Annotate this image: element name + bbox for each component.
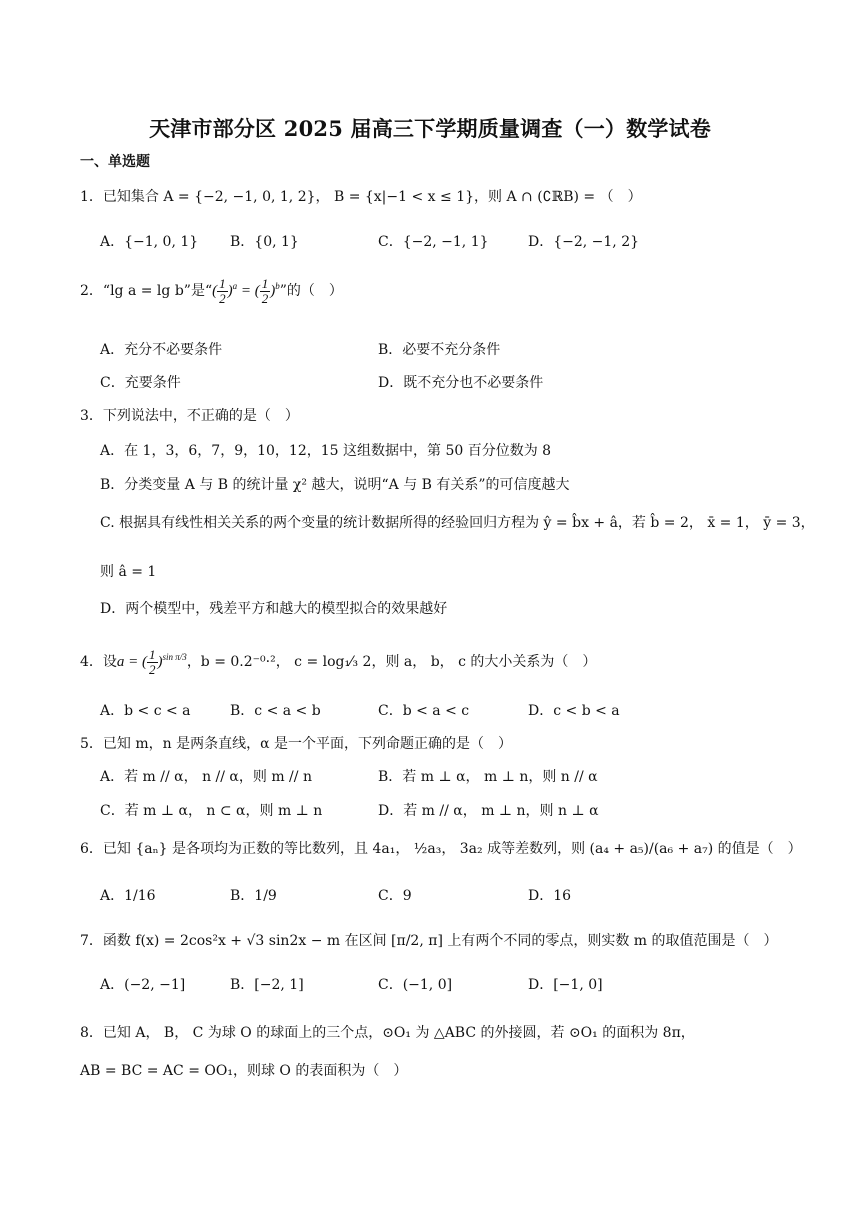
question-5-option-b: B．若 m ⊥ α， m ⊥ n，则 n // α — [378, 769, 598, 785]
question-4-option-d: D．c < b < a — [528, 703, 620, 719]
question-4-stem — [80, 648, 596, 677]
question-6-option-d: D．16 — [528, 888, 572, 904]
question-7-option-a: A．(−2, −1] — [100, 977, 186, 993]
question-6-option-c: C．9 — [378, 888, 412, 904]
question-3-option-b: B．分类变量 A 与 B 的统计量 χ² 越大，说明“A 与 B 有关系”的可信度越大 — [100, 477, 570, 493]
question-3-option-c-line2: 则 â = 1 — [100, 564, 157, 580]
question-6-stem: 6．已知 {aₙ} 是各项均为正数的等比数列，且 4a₁， ½a₃， 3a₂ 成等差数列，则 (a₄ + a₅)/(a₆ + a₇) 的值是（ ） — [80, 841, 802, 857]
question-5-option-a: A．若 m // α， n // α，则 m // n — [100, 769, 312, 785]
question-4-option-b: B．c < a < b — [230, 703, 321, 719]
question-1-option-b: B．{0, 1} — [230, 234, 299, 250]
question-2-option-d: D．既不充分也不必要条件 — [378, 375, 544, 391]
question-4-formula-a: a = ( $\frac{1}{2}$ )$^{sin \pi/3}$ — [116, 647, 187, 677]
question-2-prefix: 2．“lg a = lg b”是“ — [80, 282, 213, 299]
question-4-option-a: A．b < c < a — [100, 703, 191, 719]
question-1-option-d: D．{−2, −1, 2} — [528, 234, 640, 250]
question-2-stem — [80, 277, 343, 306]
question-8-line-2: AB = BC = AC = OO₁，则球 O 的表面积为（ ） — [80, 1063, 408, 1079]
question-1-stem: 1．已知集合 A = {−2, −1, 0, 1, 2}， B = {x|−1 < x ≤ 1}，则 A ∩ (∁ℝB) = （ ） — [80, 189, 642, 205]
question-7-option-c: C．(−1, 0] — [378, 977, 453, 993]
question-8-line-1: 8．已知 A， B， C 为球 O 的球面上的三个点，⊙O₁ 为 △ABC 的外接圆，若 ⊙O₁ 的面积为 8π， — [80, 1025, 695, 1041]
question-3-option-c-line1: C. 根据具有线性相关关系的两个变量的统计数据所得的经验回归方程为 ŷ = b̂x + â，若 b̂ = 2， x̄ = 1， ȳ = 3， — [100, 515, 815, 531]
question-6-option-a: A．1/16 — [100, 888, 156, 904]
question-2-formula: ( $\frac{1}{2}$ )$^a$ = ( $\frac{1}{2}$ )$^b$ — [212, 276, 280, 306]
exam-title: 天津市部分区 2025 届高三下学期质量调查（一）数学试卷 — [149, 116, 711, 141]
question-7-option-b: B．[−2, 1] — [230, 977, 304, 993]
question-4-option-c: C．b < a < c — [378, 703, 470, 719]
question-2-suffix: ”的（ ） — [279, 282, 343, 299]
question-4-rest: ，b = 0.2⁻⁰·²， c = log₁⁄₃ 2，则 a， b， c 的大小关系为（ ） — [186, 653, 597, 670]
question-7-option-d: D．[−1, 0] — [528, 977, 603, 993]
question-1-option-a: A．{−1, 0, 1} — [100, 234, 199, 250]
question-3-option-d: D．两个模型中，残差平方和越大的模型拟合的效果越好 — [100, 601, 448, 617]
question-2-option-b: B．必要不充分条件 — [378, 342, 501, 358]
question-7-stem: 7．函数 f(x) = 2cos²x + √3 sin2x − m 在区间 [π/2, π] 上有两个不同的零点，则实数 m 的取值范围是（ ） — [80, 933, 778, 949]
question-3-option-a: A．在 1，3，6，7，9，10，12，15 这组数据中，第 50 百分位数为 8 — [100, 443, 552, 459]
section-heading: 一、单选题 — [80, 154, 150, 170]
question-4-prefix: 4．设 — [80, 653, 117, 670]
question-6-option-b: B．1/9 — [230, 888, 277, 904]
question-1-option-c: C．{−2, −1, 1} — [378, 234, 489, 250]
question-3-stem: 3．下列说法中，不正确的是（ ） — [80, 408, 299, 424]
question-2-option-a: A．充分不必要条件 — [100, 342, 223, 358]
question-5-option-d: D．若 m // α， m ⊥ n，则 n ⊥ α — [378, 803, 599, 819]
question-5-stem: 5．已知 m，n 是两条直线，α 是一个平面，下列命题正确的是（ ） — [80, 736, 513, 752]
question-5-option-c: C．若 m ⊥ α， n ⊂ α，则 m ⊥ n — [100, 803, 323, 819]
question-2-option-c: C．充要条件 — [100, 375, 181, 391]
